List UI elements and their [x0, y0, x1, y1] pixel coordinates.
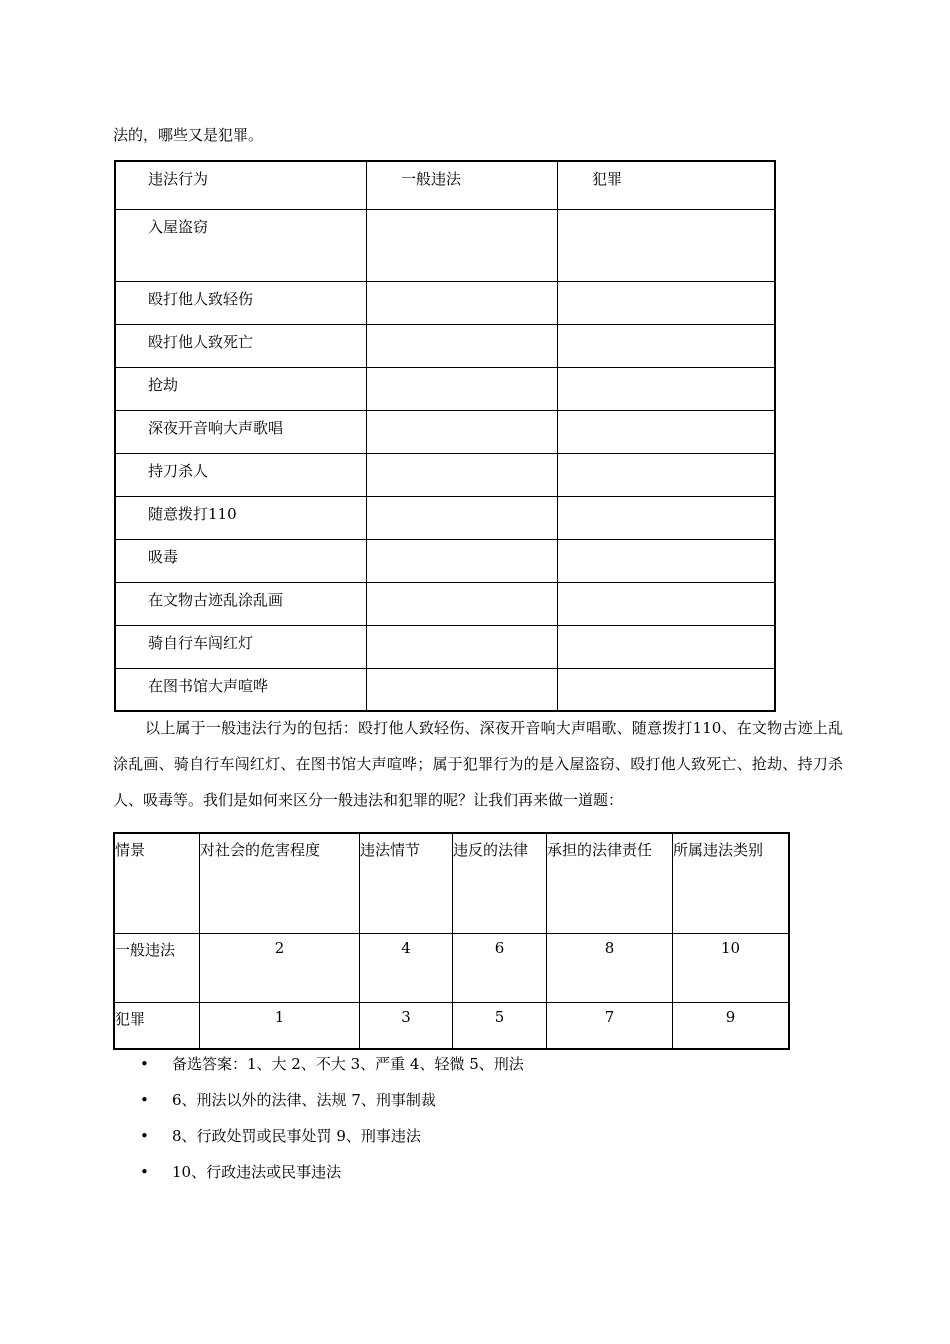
bullet-icon: • [140, 1127, 149, 1145]
table-header-row [114, 833, 789, 933]
value-cell: 10 [673, 933, 790, 1002]
behavior-cell: 入屋盗窃 [115, 209, 367, 281]
value-cell: 1 [200, 1002, 360, 1049]
violation-classification-table [114, 160, 776, 712]
header-cell: 违法行为 [115, 161, 367, 209]
crime-cell [558, 367, 776, 410]
table-row [115, 453, 775, 496]
general-violation-cell [367, 209, 558, 281]
crime-cell [558, 453, 776, 496]
header-cell: 对社会的危害程度 [200, 833, 360, 933]
behavior-cell: 在图书馆大声喧哗 [115, 668, 367, 711]
table-row [115, 209, 775, 281]
crime-cell [558, 281, 776, 324]
comparison-table [113, 832, 790, 1050]
crime-cell [558, 582, 776, 625]
table-row [114, 1002, 789, 1049]
header-cell: 犯罪 [558, 161, 776, 209]
behavior-cell: 深夜开音响大声歌唱 [115, 410, 367, 453]
behavior-cell: 骑自行车闯红灯 [115, 625, 367, 668]
general-violation-cell [367, 539, 558, 582]
value-cell: 8 [547, 933, 673, 1002]
crime-cell [558, 410, 776, 453]
general-violation-cell [367, 625, 558, 668]
table-row [115, 668, 775, 711]
table-row [115, 367, 775, 410]
table-header-row [115, 161, 775, 209]
behavior-cell: 殴打他人致轻伤 [115, 281, 367, 324]
table-row [115, 582, 775, 625]
value-cell: 2 [200, 933, 360, 1002]
header-cell: 违反的法律 [453, 833, 547, 933]
bullet-icon: • [140, 1163, 149, 1181]
crime-cell [558, 668, 776, 711]
list-item [140, 1160, 524, 1196]
header-cell: 一般违法 [367, 161, 558, 209]
header-cell: 违法情节 [360, 833, 453, 933]
table-row [115, 625, 775, 668]
bullet-icon: • [140, 1055, 149, 1073]
row-label-cell: 一般违法 [114, 933, 200, 1002]
crime-cell [558, 539, 776, 582]
crime-cell [558, 209, 776, 281]
answer-text: 8、行政处罚或民事处罚 9、刑事违法 [172, 1127, 421, 1145]
value-cell: 5 [453, 1002, 547, 1049]
header-cell: 情景 [114, 833, 200, 933]
general-violation-cell [367, 410, 558, 453]
general-violation-cell [367, 582, 558, 625]
behavior-cell: 持刀杀人 [115, 453, 367, 496]
crime-cell [558, 625, 776, 668]
table-row [114, 933, 789, 1002]
answer-text: 6、刑法以外的法律、法规 7、刑事制裁 [172, 1091, 436, 1109]
answer-text: 备选答案：1、大 2、不大 3、严重 4、轻微 5、刑法 [172, 1055, 524, 1073]
bullet-icon: • [140, 1091, 149, 1109]
table-row [115, 496, 775, 539]
value-cell: 4 [360, 933, 453, 1002]
answer-options-list [140, 1052, 524, 1196]
list-item [140, 1124, 524, 1160]
intro-text: 法的，哪些又是犯罪。 [113, 126, 264, 144]
list-item [140, 1052, 524, 1088]
behavior-cell: 抢劫 [115, 367, 367, 410]
value-cell: 3 [360, 1002, 453, 1049]
value-cell: 7 [547, 1002, 673, 1049]
behavior-cell: 在文物古迹乱涂乱画 [115, 582, 367, 625]
general-violation-cell [367, 324, 558, 367]
header-cell: 承担的法律责任 [547, 833, 673, 933]
crime-cell [558, 324, 776, 367]
header-cell: 所属违法类别 [673, 833, 790, 933]
behavior-cell: 殴打他人致死亡 [115, 324, 367, 367]
general-violation-cell [367, 496, 558, 539]
table-row [115, 281, 775, 324]
general-violation-cell [367, 453, 558, 496]
list-item [140, 1088, 524, 1124]
behavior-cell: 吸毒 [115, 539, 367, 582]
summary-paragraph: 以上属于一般违法行为的包括：殴打他人致轻伤、深夜开音响大声唱歌、随意拨打110、在文物古迹上乱涂乱画、骑自行车闯红灯、在图书馆大声喧哗；属于犯罪行为的是入屋盗窃、殴打他人致死亡、抢劫、持刀杀人、吸毒等。我们是如何来区分一般违法和犯罪的呢？让我们再来做一道题： [113, 719, 843, 809]
value-cell: 6 [453, 933, 547, 1002]
general-violation-cell [367, 281, 558, 324]
crime-cell [558, 496, 776, 539]
table-row [115, 410, 775, 453]
table-row [115, 539, 775, 582]
table-row [115, 324, 775, 367]
row-label-cell: 犯罪 [114, 1002, 200, 1049]
behavior-cell: 随意拨打110 [115, 496, 367, 539]
answer-text: 10、行政违法或民事违法 [172, 1163, 342, 1181]
general-violation-cell [367, 367, 558, 410]
general-violation-cell [367, 668, 558, 711]
value-cell: 9 [673, 1002, 790, 1049]
